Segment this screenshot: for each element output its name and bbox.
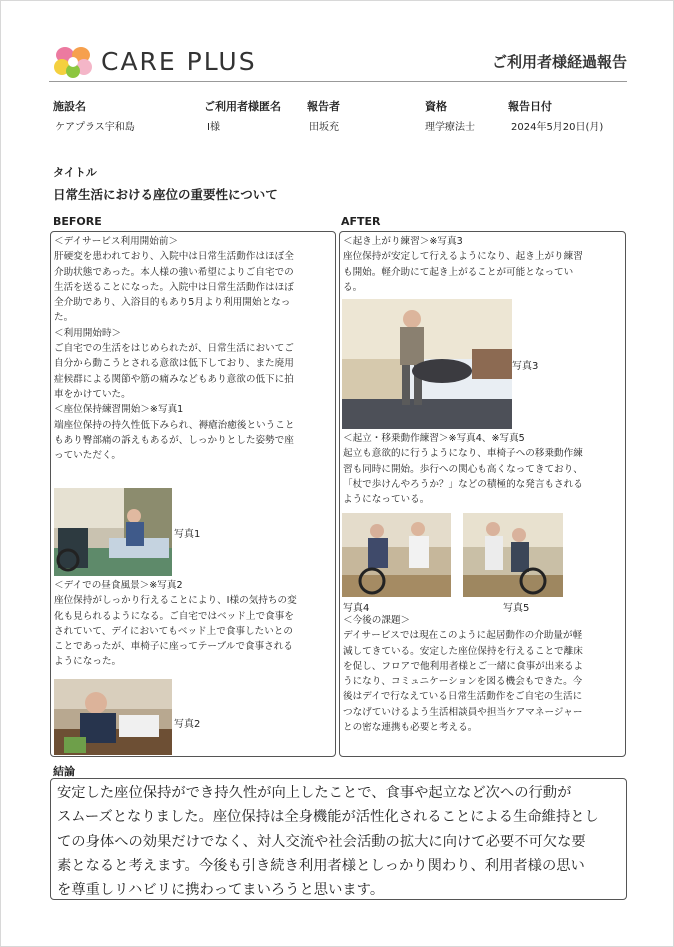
after-line: を促し、フロアで他利用者様とご一緒に食事が出来るよ xyxy=(343,660,584,672)
before-line: 座位保持がしっかり行えることにより、I様の気持ちの変 xyxy=(54,595,297,607)
before-line: ことであったが、車椅子に座ってテーブルで食事される xyxy=(54,641,293,653)
after-line: ＜今後の課題＞ xyxy=(343,615,411,626)
before-line: 化も見られるようになる。ご自宅ではベッド上で食事を xyxy=(54,610,294,622)
client-label: ご利用者様匿名 xyxy=(204,100,281,113)
before-text-block-2 xyxy=(54,578,297,670)
photo-2 xyxy=(54,679,172,755)
conclusion-line: を尊重しリハビリに携わってまいろうと思います。 xyxy=(57,882,385,899)
title-label: タイトル xyxy=(53,166,97,179)
before-line: 自分から動こうとされる意欲は低下しており、また廃用 xyxy=(54,358,294,370)
after-line: との密な連携も必要と考える。 xyxy=(343,722,478,734)
before-text-block-1 xyxy=(54,234,294,463)
reporter-label: 報告者 xyxy=(307,100,340,113)
report-date-value: 2024年5月20日(月) xyxy=(511,122,604,133)
after-line: つなげていけるよう生活相談員や担当ケアマネージャー xyxy=(343,706,583,718)
before-line: 車をかけていた。 xyxy=(54,388,131,400)
after-line: る。 xyxy=(343,281,363,293)
conclusion-label: 結論 xyxy=(53,765,75,778)
photo-2-caption: 写真2 xyxy=(174,719,201,730)
care-plus-logo xyxy=(51,43,257,79)
before-line: ＜利用開始時＞ xyxy=(54,327,122,339)
before-label: BEFORE xyxy=(53,215,102,228)
photo-3 xyxy=(342,299,512,429)
before-line: 肝硬変を患われており、入院中は日常生活動作はほぼ全 xyxy=(54,251,294,263)
report-title: ご利用者様経過報告 xyxy=(491,53,627,71)
after-line: ＜起立・移乗動作練習＞※写真4、※写真5 xyxy=(343,433,525,444)
after-line: ようになっている。 xyxy=(343,494,430,506)
before-line: ようになった。 xyxy=(54,656,122,668)
report-subject: 日常生活における座位の重要性について xyxy=(53,187,278,202)
after-line: 座位保持が安定して行えるようになり、起き上がり練習 xyxy=(343,251,583,263)
conclusion-line: 素となると考えます。今後も引き続き利用者様としっかり関わり、利用者様の思い xyxy=(57,857,585,874)
after-text-block-2 xyxy=(343,431,583,507)
after-line: 減してきている。安定した座位保持を行えることで離床 xyxy=(343,645,583,657)
photo-1 xyxy=(54,488,172,576)
facility-label: 施設名 xyxy=(53,100,86,113)
before-line: もあり臀部痛の訴えもあるが、しっかりとした姿勢で座 xyxy=(54,434,294,446)
after-line: 習も同時に開始。歩行への関心も高くなってきており、 xyxy=(343,463,583,475)
after-line: 後はデイで行なえている日常生活動作をご自宅の生活に xyxy=(343,691,583,703)
facility-value: ケアプラス宇和島 xyxy=(55,122,135,133)
after-line: も開始。軽介助にて起き上がることが可能となってい xyxy=(343,266,574,278)
conclusion-line: 安定した座位保持ができ持久性が向上したことで、食事や起立など次への行動が xyxy=(57,785,572,801)
photo-5 xyxy=(463,513,563,597)
after-text-block-1 xyxy=(343,234,583,295)
before-line: ＜デイサービス利用開始前＞ xyxy=(54,236,179,247)
photo-4 xyxy=(342,513,451,597)
reporter-value: 田坂充 xyxy=(309,122,339,133)
after-line: 起立も意欲的に行うようになり、車椅子への移乗動作練 xyxy=(343,448,583,460)
qualification-label: 資格 xyxy=(425,100,447,113)
before-line: た。 xyxy=(54,312,74,324)
before-line: ＜座位保持練習開始＞※写真1 xyxy=(54,404,184,416)
header-divider xyxy=(49,81,627,82)
after-label: AFTER xyxy=(341,215,381,228)
after-line: デイサービスでは現在このように起居動作の介助量が軽 xyxy=(343,630,583,642)
before-line: 症候群による関節や筋の痛みなどもあり意欲の低下に拍 xyxy=(54,373,294,385)
conclusion-text xyxy=(57,781,599,902)
flower-logo-icon xyxy=(51,43,95,79)
client-value: I様 xyxy=(207,122,220,133)
before-line: 介助状態であった。本人様の強い希望によりご自宅での xyxy=(54,266,294,278)
after-text-block-3 xyxy=(343,613,583,735)
after-line: うになり、コミュニケーションを図る機会もできた。今 xyxy=(343,676,583,688)
before-line: 生活を送ることになった。入院中は日常生活動作はほぼ xyxy=(54,281,294,293)
conclusion-line: スムーズとなりました。座位保持は全身機能が活性化されることによる生命維持とし xyxy=(57,809,599,826)
photo-5-caption: 写真5 xyxy=(503,603,530,614)
after-line: ＜起き上がり練習＞※写真3 xyxy=(343,236,463,247)
qualification-value: 理学療法士 xyxy=(425,122,475,133)
photo-4-caption: 写真4 xyxy=(343,603,370,614)
report-date-label: 報告日付 xyxy=(508,100,552,113)
logo-text: CARE PLUS xyxy=(101,46,257,76)
photo-1-caption: 写真1 xyxy=(174,529,201,540)
before-line: 端座位保持の持久性低下みられ、褥瘡治癒後ということ xyxy=(54,419,295,431)
before-line: 全介助であり、入浴目的もあり5月より利用開始となっ xyxy=(54,297,291,309)
before-line: っていただく。 xyxy=(54,450,121,462)
photo-3-caption: 写真3 xyxy=(512,361,539,372)
before-line: ＜デイでの昼食風景＞※写真2 xyxy=(54,580,183,591)
conclusion-line: ての身体への効果だけでなく、対人交流や社会活動の拡大に向けて必要不可欠な要 xyxy=(57,833,586,850)
before-line: ご自宅での生活をはじめられたが、日常生活においてご xyxy=(54,343,294,355)
before-line: されていて、デイにおいてもベッド上で食事したいとの xyxy=(54,625,293,637)
after-line: 「杖で歩けんやろうか？」などの積極的な発言もされる xyxy=(343,478,583,490)
